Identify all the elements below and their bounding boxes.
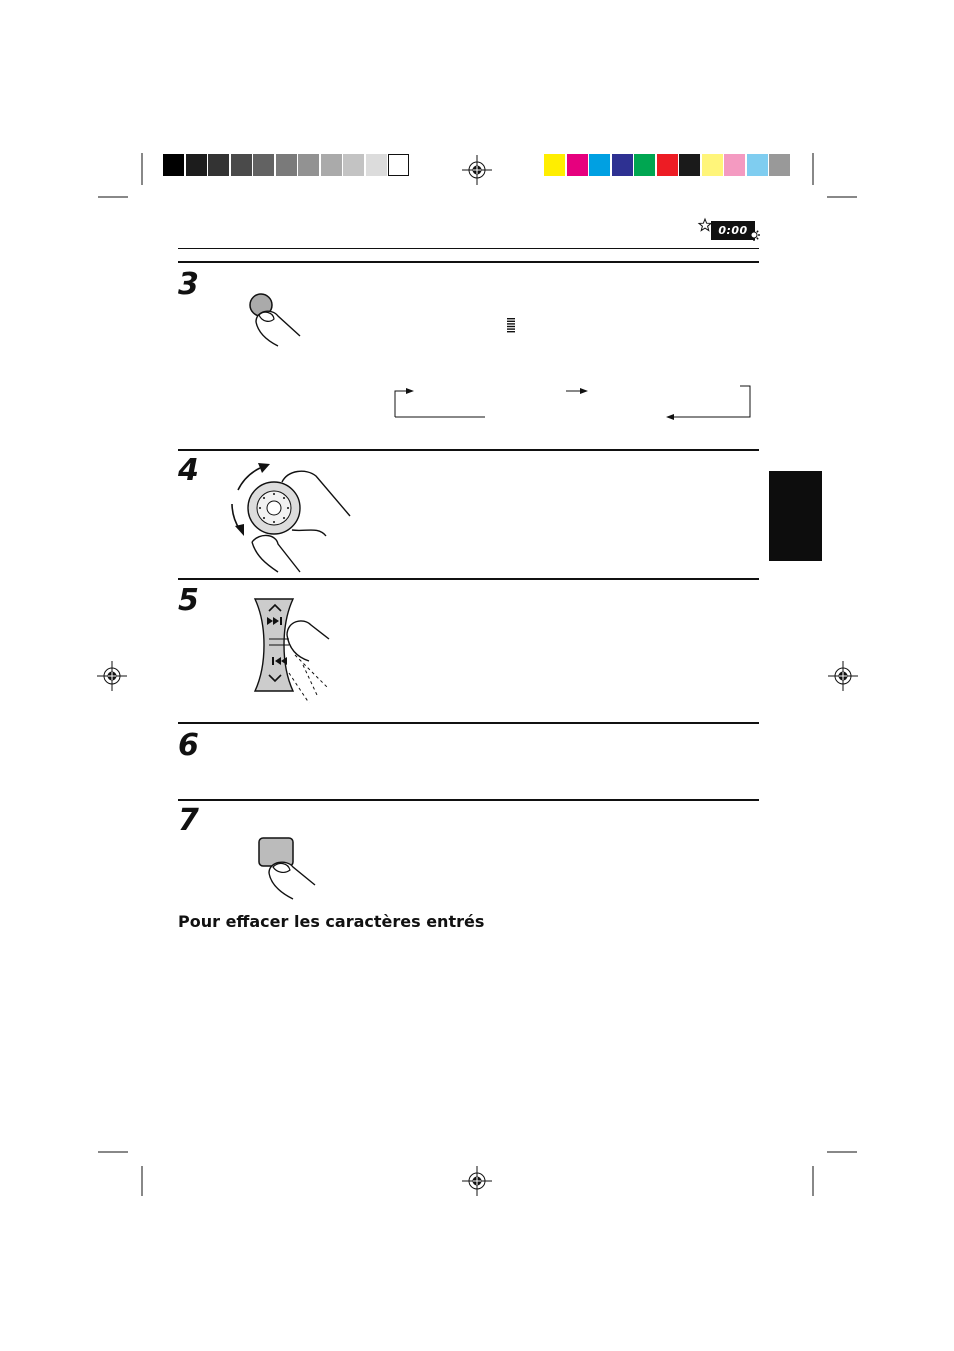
grayscale-bar	[163, 154, 411, 176]
color-swatch	[321, 154, 342, 176]
step-divider	[178, 261, 759, 263]
star-icon	[698, 218, 712, 232]
color-swatch	[769, 154, 790, 176]
color-bar	[544, 154, 792, 176]
color-swatch	[567, 154, 588, 176]
gear-icon	[748, 229, 760, 241]
crosshair-target-top	[462, 155, 492, 185]
color-swatch	[298, 154, 319, 176]
color-swatch	[388, 154, 409, 176]
color-swatch	[366, 154, 387, 176]
seek-button-illustration	[245, 595, 345, 705]
step-divider	[178, 449, 759, 451]
step-number: 3	[178, 267, 199, 302]
header-rule	[178, 248, 759, 249]
color-swatch	[276, 154, 297, 176]
color-swatch	[612, 154, 633, 176]
color-swatch	[679, 154, 700, 176]
color-swatch	[747, 154, 768, 176]
color-swatch	[343, 154, 364, 176]
cycle-sequence-diagram	[390, 382, 760, 422]
color-swatch	[253, 154, 274, 176]
display-clock: 0:00	[711, 221, 755, 240]
rotary-knob-illustration	[222, 460, 352, 575]
color-swatch	[724, 154, 745, 176]
step-divider	[178, 722, 759, 724]
step-number: 5	[178, 583, 199, 618]
display-segment-icon	[506, 318, 516, 334]
color-swatch	[231, 154, 252, 176]
step-number: 7	[178, 803, 199, 838]
press-square-button-illustration	[255, 835, 335, 905]
press-button-illustration	[240, 288, 310, 353]
color-swatch	[163, 154, 184, 176]
crosshair-target-right	[828, 661, 858, 691]
step-divider	[178, 799, 759, 801]
color-swatch	[657, 154, 678, 176]
color-swatch	[208, 154, 229, 176]
crosshair-target-bottom	[462, 1166, 492, 1196]
color-swatch	[186, 154, 207, 176]
section-heading: Pour effacer les caractères entrés	[178, 912, 485, 931]
color-swatch	[544, 154, 565, 176]
section-tab	[769, 471, 822, 561]
color-swatch	[589, 154, 610, 176]
step-divider	[178, 578, 759, 580]
step-number: 6	[178, 728, 199, 763]
color-swatch	[634, 154, 655, 176]
color-swatch	[702, 154, 723, 176]
crosshair-target-left	[97, 661, 127, 691]
step-number: 4	[178, 453, 199, 488]
